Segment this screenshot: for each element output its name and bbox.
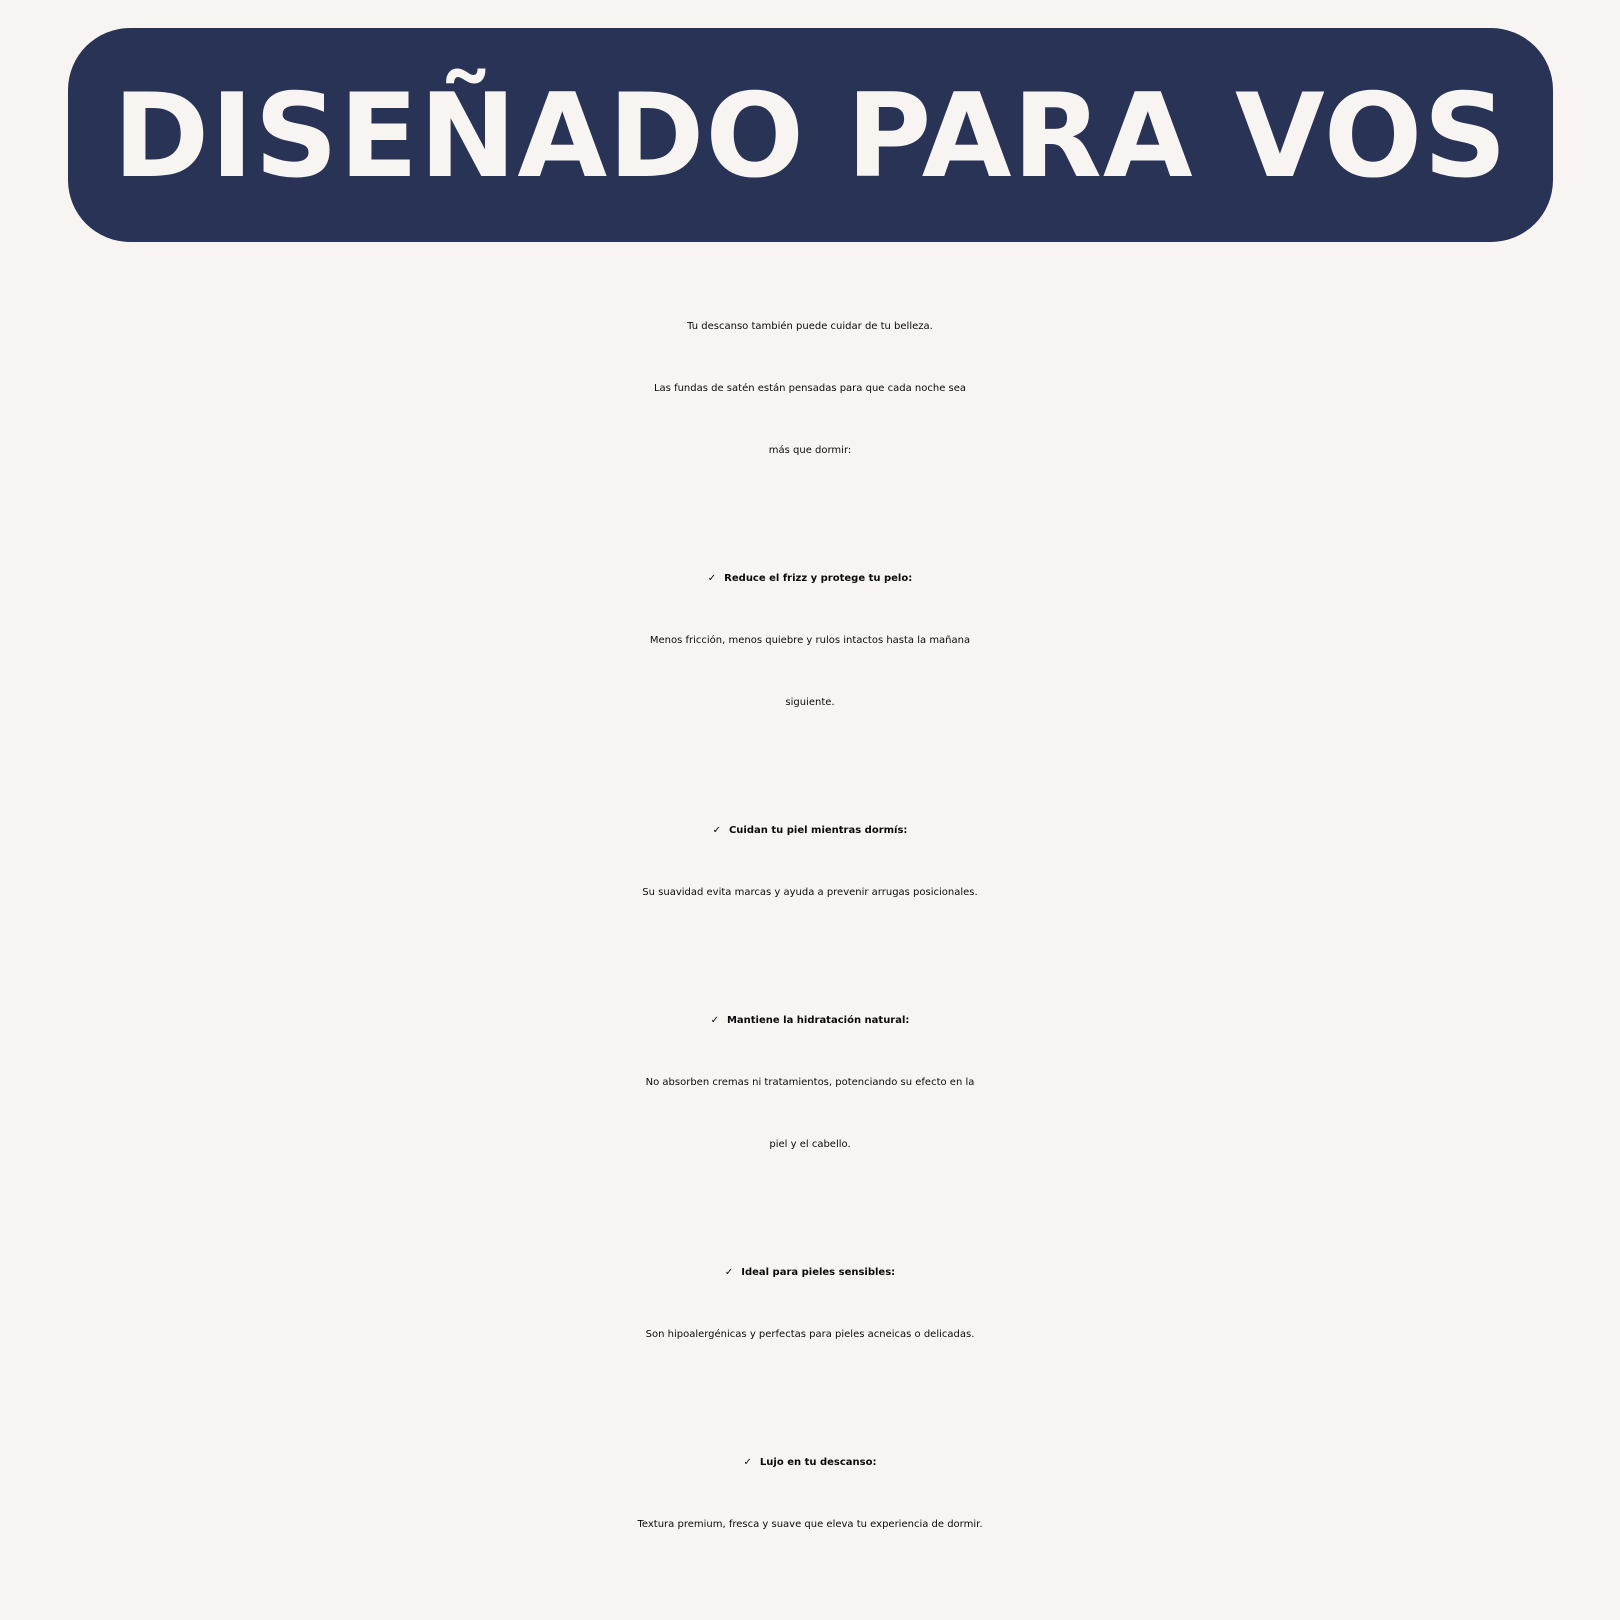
intro-line: Tu descanso también puede cuidar de tu belleza. [687, 321, 933, 332]
benefit-description: siguiente. [785, 697, 835, 708]
benefit-heading-text: Reduce el frizz y protege tu pelo: [724, 573, 913, 584]
check-icon: ✓ [724, 1267, 734, 1278]
benefit-item [0, 800, 1620, 924]
page-title: DISEÑADO PARA VOS [113, 69, 1508, 204]
benefit-heading-text: Lujo en tu descanso: [759, 1457, 877, 1468]
check-icon: ✓ [707, 573, 717, 584]
benefit-heading-text: Mantiene la hidratación natural: [726, 1015, 910, 1026]
intro-text [0, 296, 1620, 482]
benefit-heading [0, 1242, 1620, 1304]
benefit-description: piel y el cabello. [769, 1139, 851, 1150]
check-icon: ✓ [710, 1015, 719, 1026]
benefit-heading [0, 800, 1620, 862]
benefit-item [0, 990, 1620, 1176]
benefit-item [0, 1432, 1620, 1556]
title-banner [68, 28, 1553, 242]
content-block [0, 296, 1620, 1556]
intro-line: Las fundas de satén están pensadas para que cada noche sea [653, 383, 967, 394]
benefit-description: Su suavidad evita marcas y ayuda a prevenir arrugas posicionales. [642, 887, 978, 898]
benefit-item [0, 1242, 1620, 1366]
benefit-description: Son hipoalergénicas y perfectas para pieles acneicas o delicadas. [645, 1329, 975, 1340]
benefit-description: No absorben cremas ni tratamientos, potenciando su efecto en la [645, 1077, 975, 1088]
benefit-description: Textura premium, fresca y suave que eleva tu experiencia de dormir. [637, 1519, 983, 1530]
benefit-item [0, 548, 1620, 734]
check-icon: ✓ [712, 825, 721, 836]
benefit-heading [0, 548, 1620, 610]
intro-line: más que dormir: [768, 445, 852, 456]
benefit-heading [0, 990, 1620, 1052]
benefit-heading-text: Cuidan tu piel mientras dormís: [728, 825, 908, 836]
benefit-heading-text: Ideal para pieles sensibles: [741, 1267, 896, 1278]
benefit-description: Menos fricción, menos quiebre y rulos intactos hasta la mañana [649, 635, 971, 646]
benefit-heading [0, 1432, 1620, 1494]
check-icon: ✓ [743, 1457, 752, 1468]
